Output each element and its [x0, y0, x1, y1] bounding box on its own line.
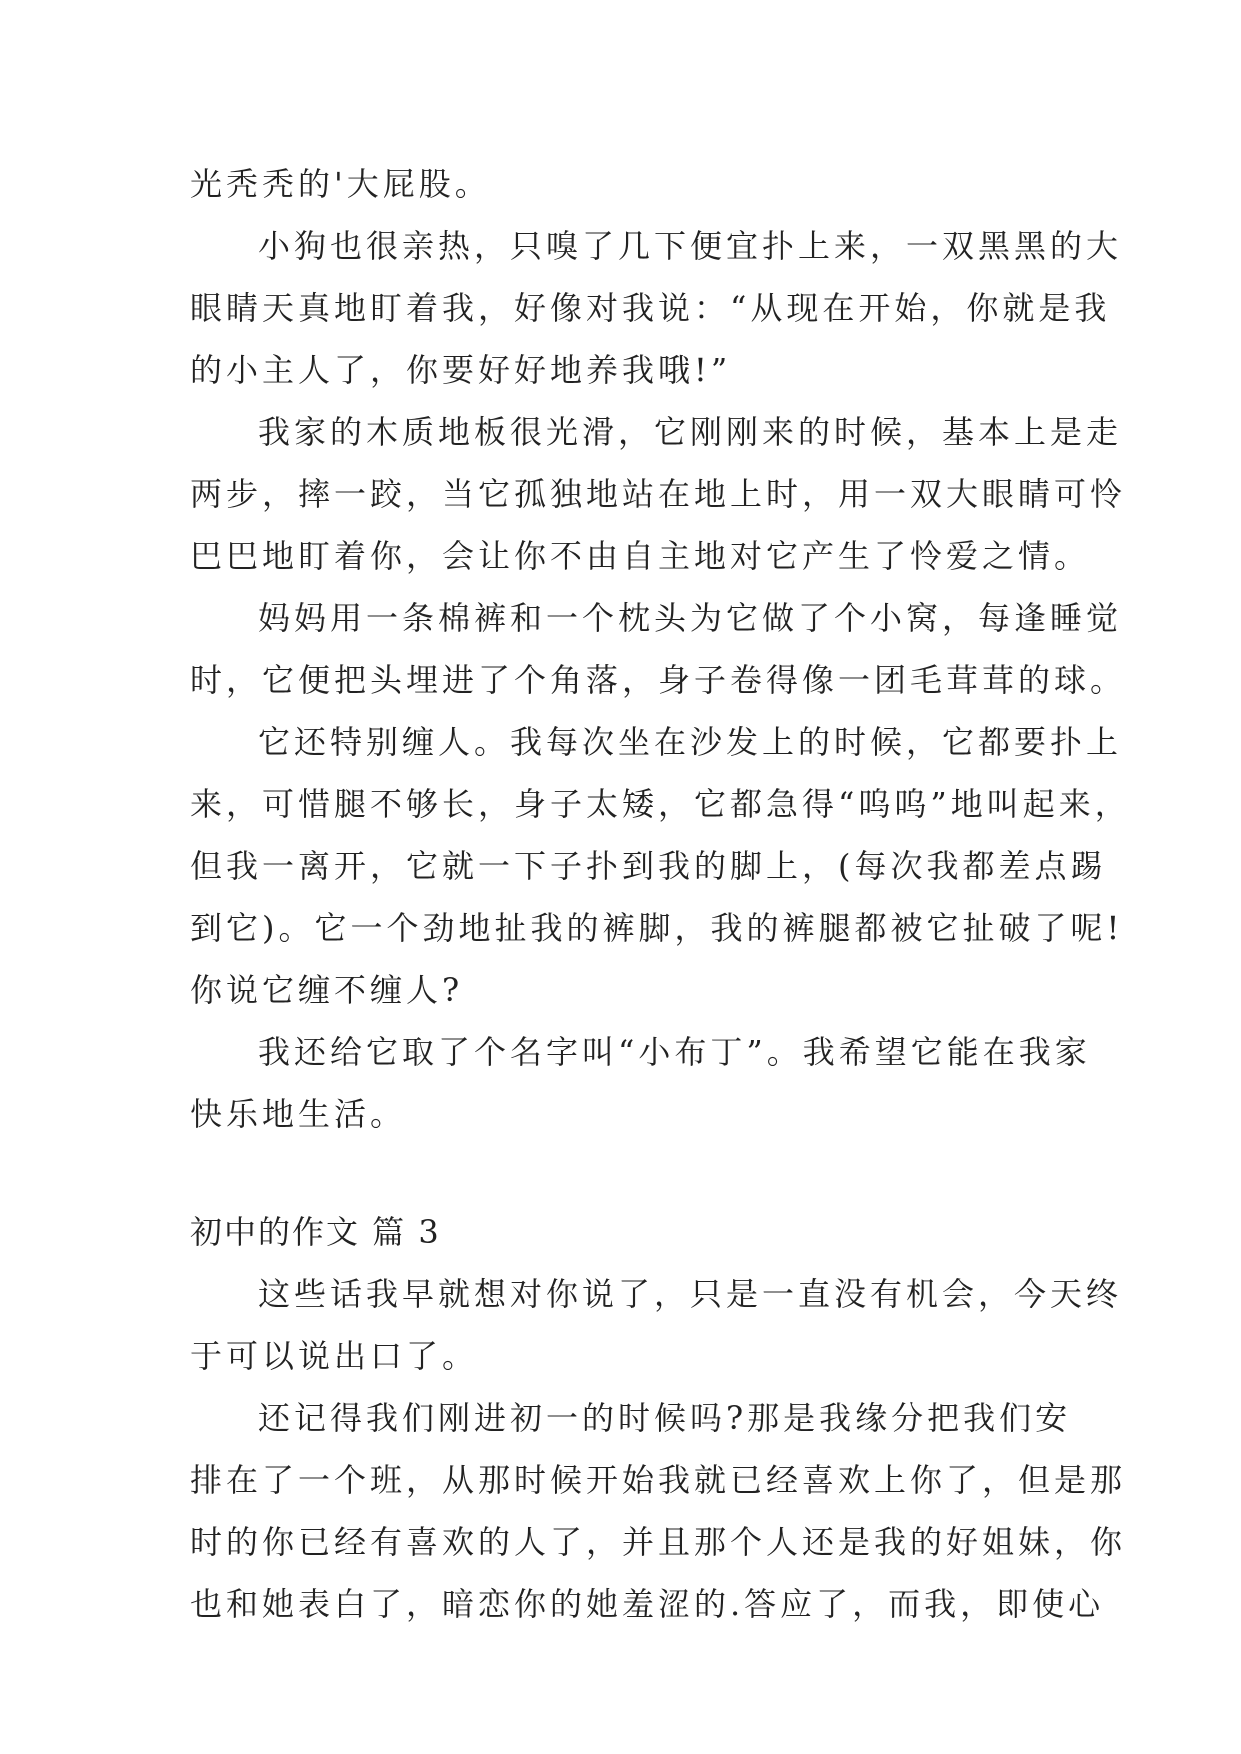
text-line: 到它)。它一个劲地扯我的裤脚，我的裤腿都被它扯破了呢! — [190, 909, 1124, 947]
text-line: 于可以说出口了。 — [190, 1337, 479, 1375]
text-line: 小狗也很亲热，只嗅了几下便宜扑上来，一双黑黑的大 — [258, 227, 1123, 265]
text-line: 排在了一个班，从那时候开始我就已经喜欢上你了，但是那 — [190, 1461, 1127, 1499]
text-line: 你说它缠不缠人? — [190, 971, 464, 1009]
document-body — [190, 153, 1131, 1635]
text-line: 时的你已经有喜欢的人了，并且那个人还是我的好姐妹，你 — [190, 1523, 1127, 1561]
section-heading: 初中的作文 篇 3 — [190, 1213, 441, 1251]
text-line: 巴巴地盯着你，会让你不由自主地对它产生了怜爱之情。 — [190, 537, 1091, 575]
essay-2-ending — [190, 153, 1131, 1145]
text-line: 但我一离开，它就一下子扑到我的脚上，(每次我都差点踢 — [190, 847, 1107, 885]
text-line: 两步，摔一跤，当它孤独地站在地上时，用一双大眼睛可怜 — [190, 475, 1127, 513]
section-gap — [190, 1145, 1070, 1201]
text-line: 我还给它取了个名字叫“小布丁”。我希望它能在我家 — [258, 1033, 1091, 1071]
text-line: 时，它便把头埋进了个角落，身子卷得像一团毛茸茸的球。 — [190, 661, 1127, 699]
text-line: 眼睛天真地盯着我，好像对我说：“从现在开始，你就是我 — [190, 289, 1111, 327]
essay-3-body — [190, 1263, 1127, 1635]
text-line: 快乐地生活。 — [190, 1095, 407, 1133]
text-line: 也和她表白了，暗恋你的她羞涩的.答应了，而我，即使心 — [190, 1585, 1105, 1623]
text-line: 的小主人了，你要好好地养我哦!” — [190, 351, 732, 389]
text-line: 来，可惜腿不够长，身子太矮，它都急得“呜呜”地叫起来， — [190, 785, 1131, 823]
text-line: 我家的木质地板很光滑，它刚刚来的时候，基本上是走 — [258, 413, 1123, 451]
text-line: 它还特别缠人。我每次坐在沙发上的时候，它都要扑上 — [258, 723, 1123, 761]
text-line: 还记得我们刚进初一的时候吗?那是我缘分把我们安 — [258, 1399, 1072, 1437]
text-line: 光秃秃的'大屁股。 — [190, 165, 491, 203]
text-line: 妈妈用一条棉裤和一个枕头为它做了个小窝，每逢睡觉 — [258, 599, 1123, 637]
text-line: 这些话我早就想对你说了，只是一直没有机会，今天终 — [258, 1275, 1123, 1313]
